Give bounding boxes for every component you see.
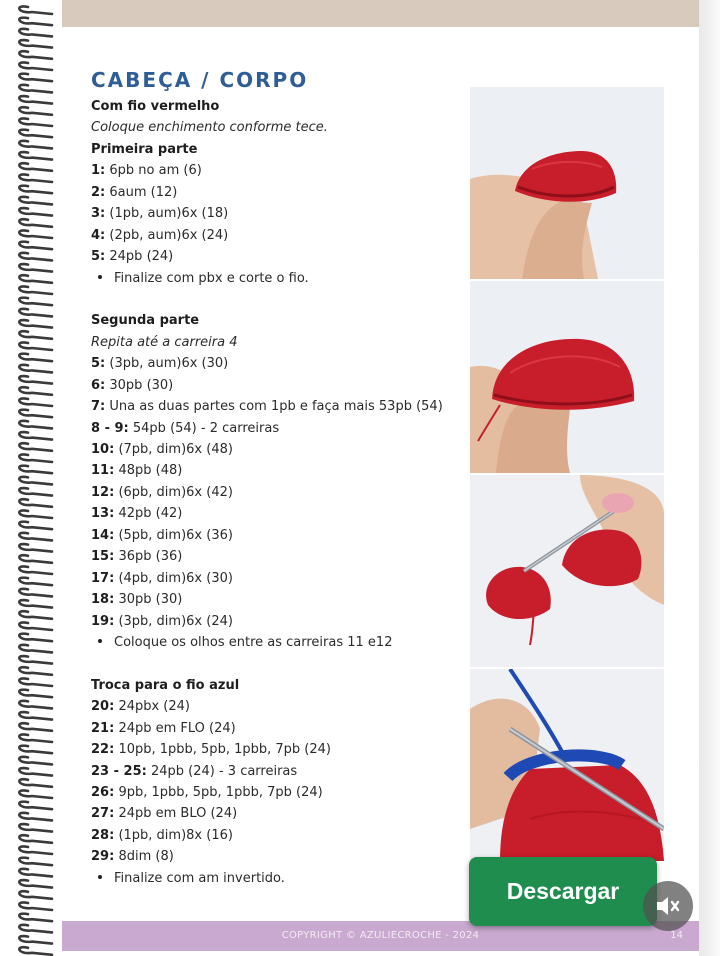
round-row	[91, 718, 463, 739]
round-text: (3pb, dim)6x (24)	[118, 613, 233, 629]
round-text: (6pb, dim)6x (42)	[118, 484, 233, 500]
spiral-coil	[19, 174, 52, 182]
round-row	[91, 160, 463, 181]
spiral-coil	[19, 589, 52, 597]
round-text: 6pb no am (6)	[109, 163, 202, 179]
page-title: CABEÇA / CORPO	[91, 68, 309, 92]
bullet-text: Finalize com pbx e corte o fio.	[114, 270, 309, 286]
section-gap	[91, 289, 463, 310]
round-number: 11:	[91, 463, 115, 479]
spiral-coil	[19, 555, 52, 563]
round-row	[91, 375, 463, 396]
round-number: 22:	[91, 742, 115, 758]
round-text: 36pb (36)	[118, 549, 183, 565]
spiral-coil	[19, 611, 52, 619]
spiral-coil	[19, 29, 52, 37]
photo-first-part	[470, 87, 664, 279]
top-band	[62, 0, 699, 27]
spiral-coil	[19, 286, 52, 294]
spiral-coil	[19, 398, 52, 406]
round-number: 7:	[91, 399, 106, 415]
spiral-coil	[19, 152, 52, 160]
spiral-coil	[19, 298, 52, 306]
round-number: 27:	[91, 806, 115, 822]
page-number: 14	[670, 930, 683, 941]
spiral-coil	[19, 253, 52, 261]
round-number: 29:	[91, 849, 115, 865]
spiral-coil	[19, 320, 52, 328]
round-row	[91, 696, 463, 717]
spiral-coil	[19, 62, 52, 70]
section-heading: Primeira parte	[91, 141, 198, 157]
spiral-coil	[19, 522, 52, 530]
spiral-coil	[19, 746, 52, 754]
spiral-coil	[19, 107, 52, 115]
round-text: 42pb (42)	[118, 506, 183, 522]
round-text: 10pb, 1pbb, 5pb, 1pbb, 7pb (24)	[118, 742, 331, 758]
spiral-coil	[19, 925, 52, 933]
spiral-coil	[19, 813, 52, 821]
page-edge-shadow	[699, 0, 720, 956]
spiral-coil	[19, 354, 52, 362]
spiral-coil	[19, 410, 52, 418]
round-number: 1:	[91, 163, 106, 179]
mute-speaker-icon	[643, 881, 693, 931]
round-number: 18:	[91, 592, 115, 608]
spiral-coil	[19, 454, 52, 462]
spiral-coil	[19, 466, 52, 474]
round-number: 14:	[91, 527, 115, 543]
round-number: 5:	[91, 249, 106, 265]
round-number: 8 - 9:	[91, 420, 129, 436]
spiral-coil	[19, 6, 52, 14]
round-row	[91, 525, 463, 546]
pattern-instructions	[91, 96, 463, 889]
spiral-coil	[19, 723, 52, 731]
spiral-coil	[19, 197, 52, 205]
section-heading: Troca para o fio azul	[91, 677, 240, 693]
round-text: 24pb em FLO (24)	[118, 720, 236, 736]
spiral-coil	[19, 499, 52, 507]
round-text: 24pbx (24)	[118, 699, 190, 715]
round-number: 12:	[91, 484, 115, 500]
round-number: 17:	[91, 570, 115, 586]
round-number: 26:	[91, 785, 115, 800]
spiral-coil	[19, 947, 52, 955]
bullet-dot-icon	[98, 275, 102, 279]
spiral-coil	[19, 510, 52, 518]
round-row	[91, 482, 463, 503]
spiral-coil	[19, 779, 52, 787]
round-row	[91, 203, 463, 224]
spiral-coil	[19, 690, 52, 698]
round-number: 15:	[91, 549, 115, 565]
spiral-coil	[19, 824, 52, 832]
spiral-coil	[19, 96, 52, 104]
round-text: (5pb, dim)6x (36)	[118, 527, 233, 543]
spiral-coil	[19, 891, 52, 899]
spiral-coil	[19, 387, 52, 395]
photo-column	[470, 87, 664, 861]
spiral-coil	[19, 365, 52, 373]
spiral-coil	[19, 141, 52, 149]
round-text: 6aum (12)	[109, 184, 178, 200]
photo-second-part	[470, 281, 664, 473]
spiral-coil	[19, 242, 52, 250]
spiral-coil	[19, 790, 52, 798]
spiral-coil	[19, 734, 52, 742]
spiral-coil	[19, 578, 52, 586]
round-row	[91, 246, 463, 267]
round-row	[91, 803, 463, 824]
spiral-coil	[19, 275, 52, 283]
round-number: 19:	[91, 613, 115, 629]
round-row	[91, 439, 463, 460]
round-text: 24pb (24)	[109, 249, 174, 265]
bullet-item	[91, 632, 463, 653]
spiral-coil	[19, 331, 52, 339]
round-text: 24pb em BLO (24)	[118, 806, 238, 822]
bullet-dot-icon	[98, 875, 102, 879]
spiral-coil	[19, 40, 52, 48]
round-row	[91, 546, 463, 567]
spiral-coil	[19, 118, 52, 126]
spiral-coil	[19, 936, 52, 944]
spiral-coil	[19, 757, 52, 765]
spiral-coil	[19, 902, 52, 910]
round-number: 6:	[91, 377, 106, 393]
round-text: (1pb, aum)6x (18)	[109, 206, 229, 222]
round-row	[91, 825, 463, 846]
round-number: 28:	[91, 827, 115, 843]
section-note: Coloque enchimento conforme tece.	[91, 120, 328, 136]
bullet-text: Finalize com am invertido.	[114, 870, 285, 886]
bullet-item	[91, 268, 463, 289]
spiral-coil	[19, 880, 52, 888]
spiral-coil	[19, 701, 52, 709]
round-text: (3pb, aum)6x (30)	[109, 356, 229, 372]
spiral-coil	[19, 432, 52, 440]
round-row	[91, 846, 463, 867]
spiral-coil	[19, 18, 52, 26]
section-note: Repita até a carreira 4	[91, 334, 238, 350]
round-row	[91, 761, 463, 782]
round-number: 10:	[91, 442, 115, 457]
spiral-coil	[19, 130, 52, 138]
round-text: 48pb (48)	[118, 463, 183, 479]
round-text: (2pb, aum)6x (24)	[109, 227, 229, 243]
round-row	[91, 225, 463, 246]
round-number: 20:	[91, 699, 115, 715]
section-heading: Com fio vermelho	[91, 99, 220, 114]
spiral-coil	[19, 488, 52, 496]
round-number: 23 - 25:	[91, 763, 147, 779]
spiral-coil	[19, 342, 52, 350]
spiral-coil	[19, 622, 52, 630]
round-row	[91, 589, 463, 610]
spiral-binding-icon	[0, 0, 58, 956]
round-number: 4:	[91, 227, 106, 243]
round-number: 13:	[91, 506, 115, 522]
spiral-coil	[19, 914, 52, 922]
spiral-coil	[19, 835, 52, 843]
mute-button[interactable]	[643, 881, 693, 931]
spiral-coil	[19, 566, 52, 574]
round-text: Una as duas partes com 1pb e faça mais 53pb (54)	[109, 399, 443, 415]
round-row	[91, 568, 463, 589]
round-row	[91, 353, 463, 374]
round-text: 30pb (30)	[109, 377, 174, 393]
spiral-coil	[19, 656, 52, 664]
spiral-coil	[19, 869, 52, 877]
spiral-coil	[19, 85, 52, 93]
spiral-coil	[19, 230, 52, 238]
spiral-coil	[19, 768, 52, 776]
spiral-coil	[19, 309, 52, 317]
spiral-coil	[19, 600, 52, 608]
spiral-coil	[19, 421, 52, 429]
spiral-coil	[19, 219, 52, 227]
spiral-coil	[19, 74, 52, 82]
download-button[interactable]: Descargar	[469, 857, 657, 926]
round-number: 5:	[91, 356, 106, 372]
spiral-coil	[19, 186, 52, 194]
round-number: 2:	[91, 184, 106, 200]
section-heading: Segunda parte	[91, 313, 200, 329]
copyright-text: COPYRIGHT © AZULIECROCHE - 2024	[281, 930, 480, 941]
round-number: 3:	[91, 206, 106, 222]
round-row	[91, 460, 463, 481]
round-row	[91, 739, 463, 760]
bullet-item	[91, 868, 463, 889]
round-row	[91, 782, 463, 803]
section-gap	[91, 653, 463, 674]
spiral-coil	[19, 645, 52, 653]
round-row	[91, 503, 463, 524]
spiral-coil	[19, 634, 52, 642]
spiral-coil	[19, 443, 52, 451]
spiral-coil	[19, 858, 52, 866]
round-text: 54pb (54) - 2 carreiras	[132, 420, 280, 436]
photo-blue-yarn	[470, 669, 664, 861]
spiral-coil	[19, 477, 52, 485]
round-row	[91, 611, 463, 632]
spiral-coil	[19, 208, 52, 216]
round-row	[91, 418, 463, 439]
round-text: 24pb (24) - 3 carreiras	[150, 763, 298, 779]
round-text: (4pb, dim)6x (30)	[118, 570, 233, 586]
round-number: 21:	[91, 720, 115, 736]
round-text: (1pb, dim)8x (16)	[118, 827, 233, 843]
spiral-coil	[19, 846, 52, 854]
spiral-coil	[19, 163, 52, 171]
photo-joining-parts	[470, 475, 664, 667]
spiral-coil	[19, 544, 52, 552]
bullet-dot-icon	[98, 639, 102, 643]
spiral-coil	[19, 667, 52, 675]
round-text: 30pb (30)	[118, 592, 183, 608]
spiral-coil	[19, 51, 52, 59]
round-text: (7pb, dim)6x (48)	[118, 442, 233, 457]
spiral-coil	[19, 376, 52, 384]
spiral-coil	[19, 533, 52, 541]
spiral-coil	[19, 678, 52, 686]
spiral-coil	[19, 712, 52, 720]
round-text: 8dim (8)	[118, 849, 174, 865]
spiral-coil	[19, 802, 52, 810]
spiral-coil	[19, 264, 52, 272]
round-row	[91, 396, 463, 417]
round-text: 9pb, 1pbb, 5pb, 1pbb, 7pb (24)	[118, 785, 323, 800]
round-row	[91, 182, 463, 203]
bullet-text: Coloque os olhos entre as carreiras 11 e12	[114, 634, 393, 650]
